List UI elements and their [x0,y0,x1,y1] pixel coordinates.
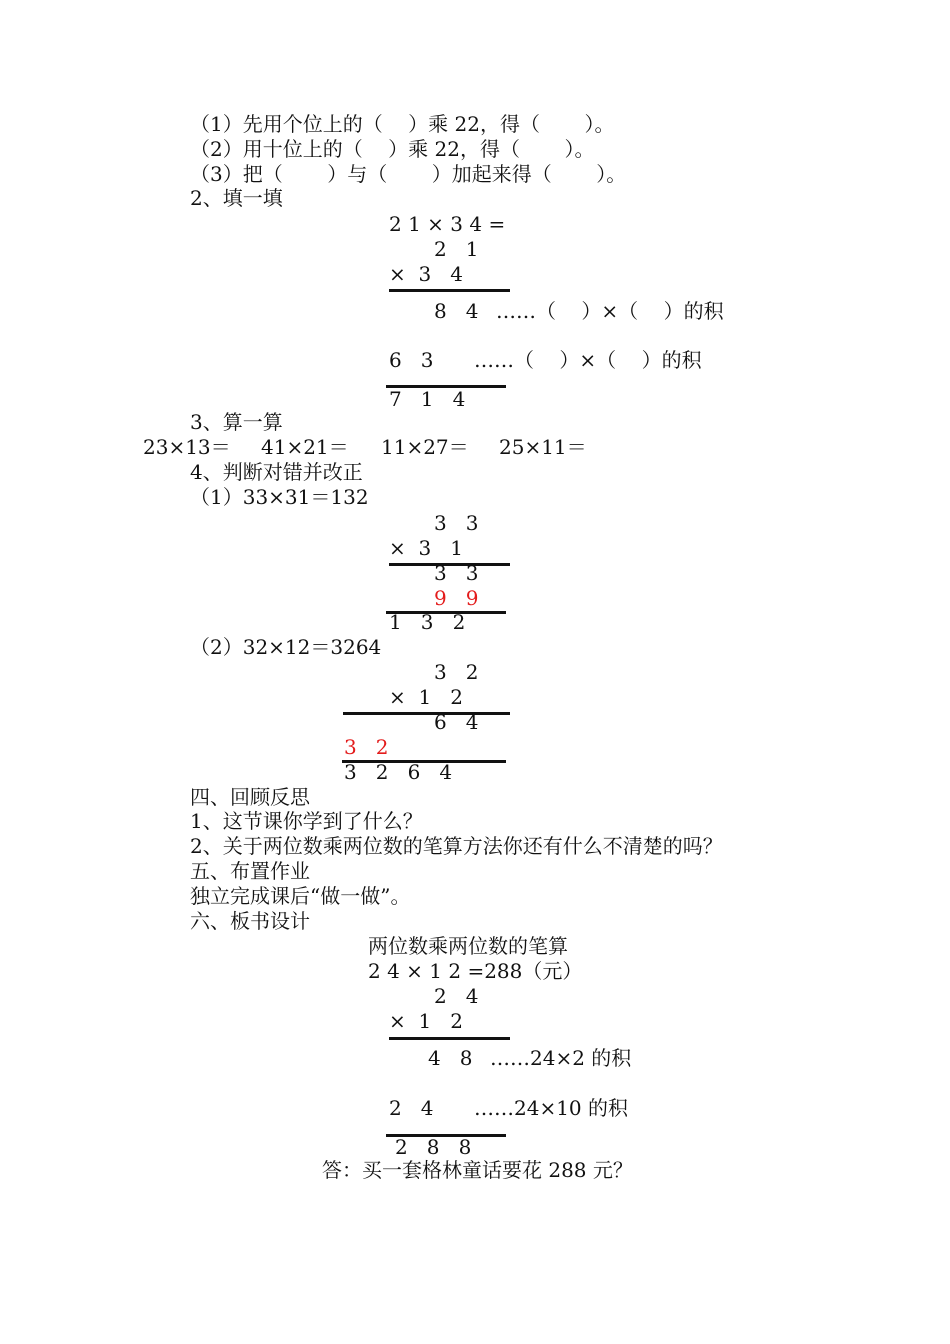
judge-q1-label: （1）33×31＝132 [190,485,369,509]
judge-q2-multiplier: × 1 2 [389,685,463,709]
review-heading: 四、回顾反思 [190,785,310,809]
board-partial-1: 4 8 [428,1046,473,1070]
calc-item-4: 25×11＝ [499,435,587,459]
board-partial-1-note: ……24×2 的积 [490,1046,632,1070]
judge-q1-partial-2: 9 9 [434,586,479,610]
calc-item-2: 41×21＝ [261,435,349,459]
fill-partial-1: 8 4 [434,299,479,323]
fill-top-number: 2 1 [434,237,479,261]
judge-q1-top: 3 3 [434,511,479,535]
step-1: （1）先用个位上的（ ）乘 22，得（ ）。 [190,112,615,136]
fill-heading: 2、填一填 [190,186,283,210]
board-result: 2 8 8 [395,1135,472,1159]
fill-equation: 2 1 × 3 4 = [389,212,506,236]
fill-partial-2-note: ……（ ）×（ ）的积 [474,348,702,372]
board-top: 2 4 [434,984,479,1008]
homework-heading: 五、布置作业 [190,859,310,883]
judge-q2-label: （2）32×12＝3264 [190,635,382,659]
board-heading: 六、板书设计 [190,909,310,933]
step-2: （2）用十位上的（ ）乘 22，得（ ）。 [190,137,595,161]
judge-q2-rule-1 [343,712,510,715]
review-question-2: 2、关于两位数乘两位数的笔算方法你还有什么不清楚的吗？ [190,834,723,858]
board-partial-2-note: ……24×10 的积 [474,1096,629,1120]
judge-heading: 4、判断对错并改正 [190,460,363,484]
judge-q2-partial-2: 3 2 [344,735,389,759]
calc-item-1: 23×13＝ [143,435,231,459]
judge-q1-partial-1: 3 3 [434,561,479,585]
board-answer: 答：买一套格林童话要花 288 元？ [322,1158,633,1182]
board-partial-2: 2 4 [389,1096,434,1120]
board-multiplier: × 1 2 [389,1009,463,1033]
review-question-1: 1、这节课你学到了什么？ [190,809,423,833]
fill-partial-1-note: ……（ ）×（ ）的积 [496,299,724,323]
fill-result: 7 1 4 [389,387,466,411]
board-title: 两位数乘两位数的笔算 [368,934,568,958]
judge-q2-top: 3 2 [434,660,479,684]
calc-heading: 3、算一算 [190,410,283,434]
board-equation: 2 4 × 1 2 =288（元） [368,959,583,983]
homework-text: 独立完成课后“做一做”。 [190,884,411,908]
calc-item-3: 11×27＝ [381,435,469,459]
judge-q2-result: 3 2 6 4 [344,760,453,784]
fill-rule-1 [389,289,510,292]
fill-multiplier: × 3 4 [389,262,463,286]
step-3: （3）把（ ）与（ ）加起来得（ ）。 [190,162,627,186]
board-rule-1 [389,1037,510,1040]
fill-partial-2: 6 3 [389,348,434,372]
judge-q1-result: 1 3 2 [389,610,466,634]
judge-q1-multiplier: × 3 1 [389,536,463,560]
judge-q2-partial-1: 6 4 [434,710,479,734]
